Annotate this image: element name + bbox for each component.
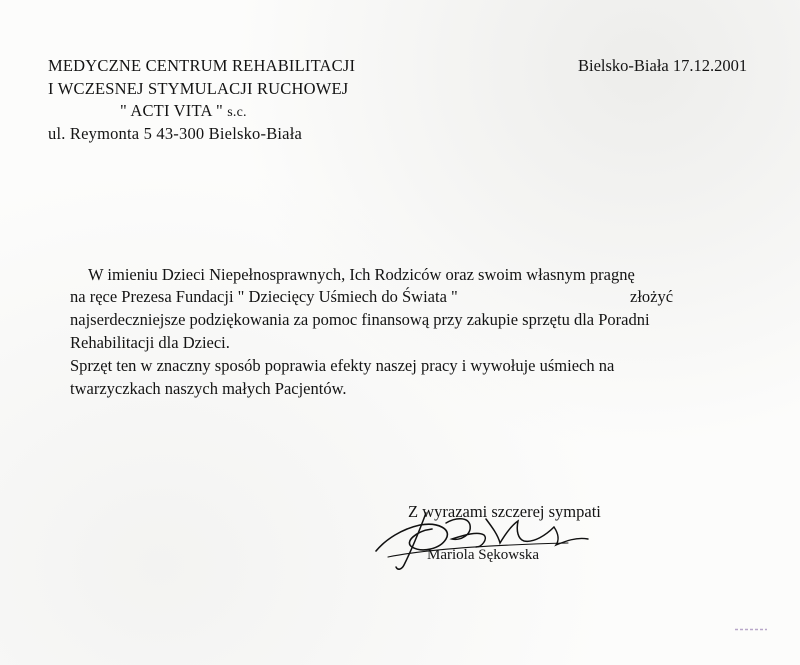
signer-name: Mariola Sękowska [427,547,540,563]
body-line-4: Rehabilitacji dla Dzieci. [70,333,230,352]
paper-mark [735,628,767,631]
company-name: " ACTI VITA " [120,101,223,120]
letterhead-address: ul. Reymonta 5 43-300 Bielsko-Biała [48,124,303,143]
body-line-2-end: złożyć [630,287,674,306]
body-line-1: W imieniu Dzieci Niepełnosprawnych, Ich Rodziców oraz swoim własnym pragnę [88,265,635,284]
body-line-6: twarzyczkach naszych małych Pacjentów. [70,379,347,398]
body-line-3: najserdeczniejsze podziękowania za pomoc finansową przy zakupie sprzętu dla Poradni [70,310,650,329]
body-line-2: na ręce Prezesa Fundacji " Dziecięcy Uśmiech do Świata " [70,287,458,306]
letterhead-line-1: MEDYCZNE CENTRUM REHABILITACJI [48,56,356,75]
handwritten-signature [368,505,598,575]
body-line-5: Sprzęt ten w znaczny sposób poprawia efekty naszej pracy i wywołuje uśmiech na [70,356,615,375]
date-line: Bielsko-Biała 17.12.2001 [578,56,748,75]
closing-salutation: Z wyrazami szczerej sympati [408,502,601,521]
company-suffix: s.c. [227,105,247,120]
letterhead-company-name [120,103,247,120]
letterhead-line-2: I WCZESNEJ STYMULACJI RUCHOWEJ [48,79,349,98]
